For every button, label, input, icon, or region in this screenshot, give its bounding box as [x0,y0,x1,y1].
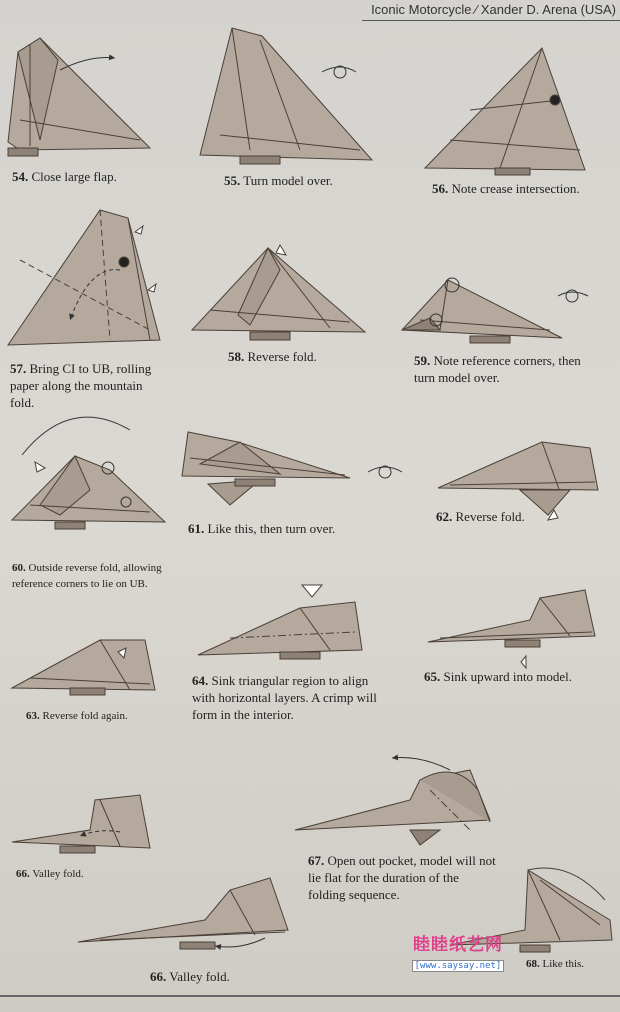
watermark [392,930,524,973]
diagram-step-66b [78,878,288,949]
diagram-step-55 [200,28,372,164]
watermark-text: 睦睦纸艺网 [413,935,503,955]
diagram-step-58 [192,245,365,340]
caption-step-58: 58. Reverse fold. [228,349,317,364]
caption-step-54: 54. Close large flap. [12,169,117,184]
caption-step-66a: 66. Valley fold. [16,868,84,880]
caption-step-60: 60. Outside reverse fold, allowing reference corners to lie on UB. [12,562,162,590]
diagram-step-59 [402,278,588,343]
caption-step-66b: 66. Valley fold. [150,969,230,984]
caption-step-59: 59. Note reference corners, then turn model over. [414,353,581,385]
caption-step-68: 68. Like this. [526,958,585,970]
diagram-step-65 [428,590,595,668]
caption-step-55: 55. Turn model over. [224,173,333,188]
diagram-step-57 [8,210,160,345]
bottom-rule [0,995,620,997]
diagram-step-64 [198,585,362,659]
caption-step-67: 67. Open out pocket, model will not lie flat for the duration of the folding sequence. [308,853,496,902]
diagram-step-66a [12,795,150,853]
diagram-step-63 [12,640,155,695]
caption-step-64: 64. Sink triangular region to align with horizontal layers. A crimp will form in the interior. [192,673,377,722]
caption-step-57: 57. Bring CI to UB, rolling paper along the mountain fold. [10,361,152,410]
diagram-step-60 [12,417,165,529]
caption-step-63: 63. Reverse fold again. [26,710,128,722]
page-header: Iconic Motorcycle ⁄ Xander D. Arena (USA) [371,2,616,17]
diagram-step-61 [182,432,402,505]
diagram-step-67 [295,758,490,846]
diagram-step-56 [425,48,585,175]
caption-step-61: 61. Like this, then turn over. [188,521,336,536]
diagram-step-54 [8,38,150,156]
watermark-url: [www.saysay.net] [412,960,505,972]
caption-step-56: 56. Note crease intersection. [432,181,580,196]
caption-step-65: 65. Sink upward into model. [424,669,573,684]
caption-step-62: 62. Reverse fold. [436,509,525,524]
